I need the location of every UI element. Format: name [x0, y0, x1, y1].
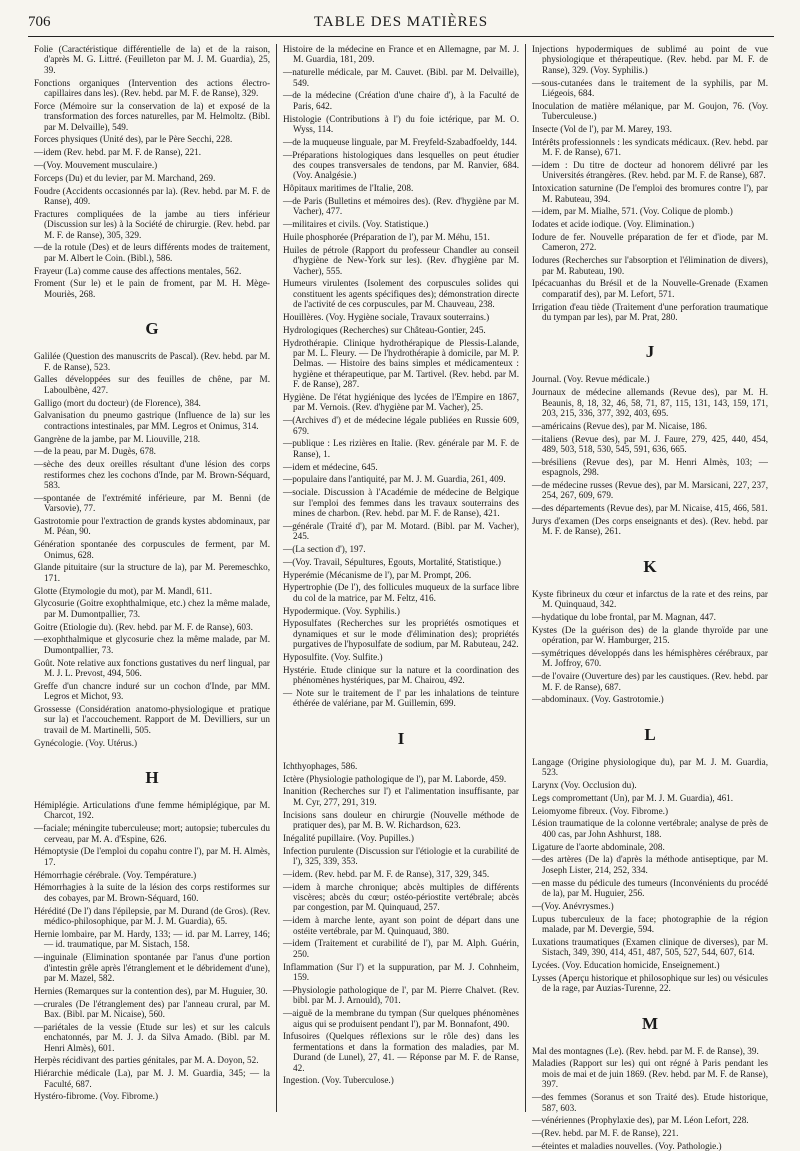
section-letter: L [644, 724, 656, 744]
index-entry: Hiérarchie médicale (La), par M. J. M. Guardia, 345; — la Faculté, 687. [34, 1068, 270, 1089]
index-entry: Génération spontanée des corpuscules de ferment, par M. Onimus, 628. [34, 539, 270, 560]
section-letter: I [397, 728, 405, 748]
index-entry: Insecte (Vol de l'), par M. Marey, 193. [532, 124, 672, 135]
index-entry: —hydatique du lobe frontal, par M. Magnan, 447. [532, 612, 716, 623]
index-entry: —sociale. Discussion à l'Académie de médecine de Belgique sur l'emploi des femmes dans les travaux souterrains des mines de charbon. (Rev. hebd. par M. F. de Ranse), 421. [283, 487, 519, 519]
index-entry: Jurys d'examen (Des corps enseignants et des). (Rev. hebd. par M. F. de Ranse), 261. [532, 516, 768, 537]
index-entry: Goitre (Etiologie du). (Rev. hebd. par M. F. de Ranse), 603. [34, 621, 253, 632]
index-entry: —sèche des deux oreilles résultant d'une lésion des corps restiformes chez les cochons d'Inde, par M. Brown-Séquard, 583. [34, 459, 270, 491]
index-entry: —de la muqueuse linguale, par M. Freyfeld-Szabadfoeldy, 144. [283, 136, 517, 147]
index-entry: Hernie lombaire, par M. Hardy, 133; — id. par M. Larrey, 146; — id. traumatique, par M. Sistach, 158. [34, 928, 270, 950]
index-entry: Hypodermique. (Voy. Syphilis.) [283, 605, 400, 616]
index-entry: —publique : Les rizières en Italie. (Rev. générale par M. F. de Ranse), 1. [283, 438, 519, 459]
index-entry: Hémoptysie (De l'emploi du copahu contre l'), par M. H. Almès, 17. [34, 846, 271, 867]
page-number: 706 [28, 14, 51, 30]
index-entry: Hyposulfates (Recherches sur les propriétés osmotiques et dynamiques et sur le mode d'élimination des); propriétés purgatives de l'hyposulfate de sodium, par M. Rabuteau, 242. [283, 618, 519, 650]
index-entry: Injections hypodermiques de sublimé au point de vue physiologique et thérapeutique. (Rev. hebd. par M. F. de Ranse), 329. (Voy. Syphilis.) [532, 44, 768, 75]
index-entry: Lupus tuberculeux de la face; photographie de la région malade, par M. Devergie, 594. [532, 913, 768, 935]
index-entry: —éteintes et maladies nouvelles. (Voy. Pathologie.) [532, 1140, 722, 1151]
index-columns [28, 44, 774, 1151]
index-entry: Maladies (Rapport sur les) qui ont régné à Paris pendant les mois de mai et de juin 1869. (Rev. hebd. par M. F. de Ranse), 397. [532, 1058, 768, 1090]
index-entry: Galles développées sur des feuilles de chêne, par M. Laboulbène, 427. [34, 374, 270, 395]
index-entry: —de l'ovaire (Ouverture des) par les caustiques. (Rev. hebd. par M. F. de Ranse), 687. [532, 671, 768, 692]
index-entry: Greffe d'un chancre induré sur un cochon d'Inde, par MM. Legros et Michot, 93. [34, 680, 270, 702]
index-entry: —faciale; méningite tuberculeuse; mort; autopsie; tubercules du cerveau, par M. A. d'Espine, 626. [34, 823, 270, 844]
index-entry: Inflammation (Sur l') et la suppuration, par M. J. Cohnheim, 159. [283, 961, 519, 983]
section-letter: H [145, 768, 159, 788]
index-entry: Huile phosphorée (Préparation de l'), par M. Méhu, 151. [283, 232, 490, 243]
index-entry: —de la peau, par M. Dugès, 678. [34, 446, 156, 457]
header-rule [28, 36, 774, 37]
index-entry: Ichthyophages, 586. [283, 760, 358, 771]
index-entry: Kystes (De la guérison des) de la glande thyroïde par une opération, par W. Hamburger, 215. [532, 624, 768, 646]
index-entry: Hystéro-fibrome. (Voy. Fibrome.) [34, 1091, 159, 1102]
index-entry: —de la médecine (Création d'une chaire d'), à la Faculté de Paris, 642. [283, 90, 519, 111]
index-entry: Ligature de l'aorte abdominale, 208. [532, 841, 665, 852]
page-title: TABLE DES MATIÈRES [313, 14, 489, 30]
index-entry: —idem, par M. Mialhe, 571. (Voy. Colique de plomb.) [532, 206, 733, 217]
index-entry: Gastrotomie pour l'extraction de grands kystes abdominaux, par M. Péan, 90. [34, 516, 270, 537]
index-entry: Larynx (Voy. Occlusion du). [532, 780, 637, 791]
index-entry: —italiens (Revue des), par M. J. Faure, 279, 425, 440, 454, 489, 503, 518, 530, 545, 591, 636, 665. [532, 433, 768, 455]
section-letter: G [145, 319, 159, 339]
index-entry: Herpès récidivant des parties génitales, par M. A. Doyon, 52. [34, 1055, 259, 1066]
index-entry: Foudre (Accidents occasionnés par la). (Rev. hebd. par M. F. de Ranse), 409. [34, 185, 270, 207]
index-entry: —spontanée de l'extrémité inférieure, par M. Benni (de Varsovie), 77. [34, 492, 270, 514]
index-entry: Intoxication saturnine (De l'emploi des bromures contre l'), par M. Rabuteau, 394. [532, 183, 768, 204]
index-entry: Irrigation d'eau tiède (Traitement d'une perforation traumatique du tympan par les), par M. Prat, 280. [532, 301, 768, 323]
index-entry: —symétriques développés dans les hémisphères cérébraux, par M. Joffroy, 670. [532, 648, 768, 669]
index-entry: —pariétales de la vessie (Etude sur les) et sur les calculs enchatonnés, par M. J. J. da Silva Amado. (Bibl. par M. Henri Almès), 601. [34, 1021, 270, 1053]
index-entry: Glycosurie (Goitre exophthalmique, etc.) chez la même malade, par M. Dumontpallier, 73. [34, 598, 270, 619]
index-entry: Huiles de pétrole (Rapport du professeur Chandler au conseil d'hygiène de New-York sur les). (Rev. d'hygiène par M. Vacher), 555. [283, 244, 519, 276]
index-entry: Journaux de médecine allemands (Revue des), par M. H. Beaunis, 8, 18, 32, 46, 58, 71, 87, 115, 131, 143, 159, 171, 203, 215, 336, 377, 392, 403, 695. [532, 387, 768, 419]
index-entry: Infection purulente (Discussion sur l'étiologie et la curabilité de l'), 325, 339, 353. [283, 845, 519, 867]
index-entry: —(Archives d') et de médecine légale publiées en Russie 609, 679. [283, 415, 519, 436]
index-entry: Forces physiques (Unité des), par le Père Secchi, 228. [34, 134, 233, 145]
index-entry: —brésiliens (Revue des), par M. Henri Almès, 103; — espagnols, 298. [532, 456, 768, 478]
index-entry: Hémorrhagie cérébrale. (Voy. Température.) [34, 869, 197, 880]
index-entry: —idem. (Rev. hebd. par M. F. de Ranse), 317, 329, 345. [283, 868, 490, 879]
index-entry: Ictère (Physiologie pathologique de l'), par M. Laborde, 459. [283, 773, 507, 784]
index-entry: Luxations traumatiques (Examen clinique de diverses), par M. Sistach, 349, 390, 414, 451, 487, 505, 527, 544, 607, 614. [532, 936, 768, 958]
index-entry: Histoire de la médecine en France et en Allemagne, par M. J. M. Guardia, 181, 209. [283, 44, 519, 65]
index-entry: —idem à marche lente, ayant son point de départ dans une ostéite vertébrale, par M. Quinquaud, 380. [283, 915, 519, 936]
index-entry: —Préparations histologiques dans lesquelles on peut étudier des coupes transversales de tendons, par M. Ranvier, 684. (Voy. Analgésie.) [283, 149, 519, 181]
index-entry: Galligo (mort du docteur) (de Florence), 384. [34, 397, 201, 408]
index-entry: Hyperémie (Mécanisme de l'), par M. Prompt, 206. [283, 569, 472, 580]
index-entry: Fractures compliquées de la jambe au tiers inférieur (Discussion sur les) à la Société de chirurgie. (Rev. hebd. par M. F. de Ranse), 305, 329. [34, 208, 270, 240]
index-entry: Mal des montagnes (Le). (Rev. hebd. par M. F. de Ranse), 39. [532, 1045, 759, 1056]
index-entry: —Physiologie pathologique de l', par M. Pierre Chalvet. (Rev. bibl. par M. J. Arnould), 701. [283, 984, 519, 1006]
index-entry: —générale (Traité d'), par M. Motard. (Bibl. par M. Vacher), 245. [283, 520, 519, 542]
index-entry: —aiguë de la membrane du tympan (Sur quelques phénomènes aigus qui se produisent pendant l'), par M. Bonnafont, 490. [283, 1008, 519, 1029]
index-entry: Humeurs virulentes (Isolement des corpuscules solides qui constituent les agents spécifiques des); démonstration directe de l'activité de ces corpuscules, par M. Chauveau, 238. [283, 278, 519, 310]
index-entry: —abdominaux. (Voy. Gastrotomie.) [532, 694, 664, 705]
index-entry: —(Voy. Anévrysmes.) [532, 900, 614, 911]
index-entry: Force (Mémoire sur la conservation de la) et exposé de la transformation des forces naturelles, par M. Helmoltz. (Bibl. par M. Delvaille), 549. [34, 100, 270, 132]
index-entry: Fonctions organiques (Intervention des actions électro-capillaires dans les). (Rev. hebd. par M. F. de Ranse), 329. [34, 77, 270, 99]
index-entry: Glotte (Etymologie du mot), par M. Mandl, 611. [34, 585, 213, 596]
index-entry: —de Paris (Bulletins et mémoires des). (Rev. d'hygiène par M. Vacher), 477. [283, 196, 519, 217]
index-entry: Hyposulfite. (Voy. Sulfite.) [283, 652, 383, 663]
index-entry: —(Voy. Travail, Sépultures, Egouts, Mortalité, Statistique.) [283, 556, 501, 567]
index-entry: Lésion traumatique de la colonne vertébrale; analyse de près de 400 cas, par John Ashhurst, 188. [532, 818, 768, 839]
index-entry: Histologie (Contributions à l') du foie ictérique, par M. O. Wyss, 114. [283, 113, 519, 135]
index-entry: —inguinale (Elimination spontanée par l'anus d'une portion d'intestin grêle après l'étranglement et le débridement d'une), par M. Mazel, 582. [34, 952, 270, 983]
index-entry: Ingestion. (Voy. Tuberculose.) [283, 1075, 394, 1086]
index-entry: Iodure de fer. Nouvelle préparation de fer et d'iode, par M. Cameron, 272. [532, 232, 768, 253]
index-entry: Gangrène de la jambe, par M. Liouville, 218. [34, 433, 201, 444]
section-letter: M [641, 1013, 659, 1033]
index-entry: Hygiène. De l'état hygiénique des lycées de l'Empire en 1867, par M. Vernois. (Rev. d'hygiène par M. Vacher), 25. [283, 392, 519, 413]
index-entry: —américains (Revue des), par M. Nicaise, 186. [532, 420, 708, 431]
index-entry: —des artères (De la) d'après la méthode antiseptique, par M. Joseph Lister, 214, 252, 334. [532, 854, 768, 875]
index-entry: —crurales (De l'étranglement des) par l'anneau crural, par M. Bax. (Bibl. par M. Nicaise), 560. [34, 998, 270, 1019]
index-entry: Houillères. (Voy. Hygiène sociale, Travaux souterrains.) [283, 312, 490, 323]
index-entry: Intérêts professionnels : les syndicats médicaux. (Rev. hebd. par M. F. de Ranse), 671. [532, 136, 768, 158]
index-entry: Leiomyome fibreux. (Voy. Fibrome.) [532, 805, 668, 816]
index-entry: —populaire dans l'antiquité, par M. J. M. Guardia, 261, 409. [283, 474, 506, 485]
index-entry: —(Rev. hebd. par M. F. de Ranse), 221. [532, 1128, 679, 1139]
index-entry: —des départements (Revue des), par M. Nicaise, 415, 466, 581. [532, 503, 768, 514]
index-entry: — Note sur le traitement de l' par les inhalations de teinture éthérée de valériane, par M. Guillemin, 699. [283, 688, 519, 709]
index-entry: Hernies (Remarques sur la contention des), par M. Huguier, 30. [34, 985, 268, 996]
index-entry: —idem : Du titre de docteur ad honorem délivré par les Universités étrangères. (Rev. hebd. par M. F. de Ranse), 687. [532, 160, 768, 181]
index-entry: Grossesse (Considération anatomo-physiologique et pratique sur la) et l'accouchement. Rapport de M. Devilliers, sur un travail de M. Martinelli, 505. [34, 704, 270, 735]
index-entry: —sous-cutanées dans le traitement de la syphilis, par M. Liégeois, 684. [532, 77, 768, 99]
index-entry: —(La section d'), 197. [283, 544, 366, 555]
index-entry: Froment (Sur le) et le pain de froment, par M. H. Mège-Mouriès, 268. [34, 278, 270, 299]
index-entry: —de médecine russes (Revue des), par M. Marsicani, 227, 237, 254, 267, 609, 679. [532, 480, 768, 501]
index-entry: Hémorrhagies à la suite de la lésion des corps restiformes sur des cobayes, par M. Brown-Séquard, 160. [34, 882, 270, 903]
index-entry: Lycées. (Voy. Education homicide, Enseignement.) [532, 960, 720, 971]
index-entry: Hydrologiques (Recherches) sur Château-Gontier, 245. [283, 324, 486, 335]
index-entry: —idem (Traitement et curabilité de l'), par M. Alph. Guérin, 250. [283, 938, 519, 959]
index-entry: Forceps (Du) et du levier, par M. Marchand, 269. [34, 172, 216, 183]
index-entry: Galilée (Question des manuscrits de Pascal). (Rev. hebd. par M. F. de Ranse), 523. [34, 351, 270, 372]
index-entry: Kyste fibrineux du cœur et infarctus de la rate et des reins, par M. Quinquaud, 342. [532, 588, 768, 610]
index-entry: —naturelle médicale, par M. Cauvet. (Bibl. par M. Delvaille), 549. [283, 67, 519, 88]
index-entry: Infusoires (Quelques réflexions sur le rôle des) dans les fermentations et dans la formation des maladies, par M. Durand (de Lunel), 27, 41. — Réponse par M. F. de Ranse, 42. [283, 1031, 519, 1073]
index-entry: Goût. Note relative aux fonctions gustatives du nerf lingual, par M. J. L. Prevost, 494, 506. [34, 657, 270, 679]
index-entry: Glande pituitaire (sur la structure de la), par M. Peremeschko, 171. [34, 562, 270, 583]
index-entry: Hérédité (De l') dans l'épilepsie, par M. Durand (de Gros). (Rev. médico-philosophique, par M. J. M. Guardia), 65. [34, 905, 270, 927]
index-entry: Inoculation de matière mélanique, par M. Goujon, 76. (Voy. Tuberculeuse.) [532, 100, 768, 122]
index-entry: Iodates et acide iodique. (Voy. Elimination.) [532, 219, 695, 230]
index-entry: Inégalité pupillaire. (Voy. Pupilles.) [283, 832, 414, 843]
index-entry: Iodures (Recherches sur l'absorption et l'élimination de divers), par M. Rabuteau, 190. [532, 255, 768, 276]
index-entry: Frayeur (La) comme cause des affections mentales, 562. [34, 265, 242, 276]
index-entry: Ipécacuanhas du Brésil et de la Nouvelle-Grenade (Examen comparatif des), par M. Lefort, 571. [532, 278, 768, 299]
index-entry: Folie (Caractéristique différentielle de la) et de la raison, d'après M. G. Littré. (Feuilleton par M. J. M. Guardia), 25, 39. [34, 44, 270, 75]
index-entry: —idem et médecine, 645. [283, 461, 378, 472]
index-column-2 [276, 44, 525, 1112]
index-entry: Hystérie. Etude clinique sur la nature et la coordination des phénomènes hystériques, par M. Chairou, 492. [283, 664, 519, 686]
index-entry: Inanition (Recherches sur l') et l'alimentation insuffisante, par M. Cyr, 277, 291, 319. [283, 786, 519, 807]
index-entry: —militaires et civils. (Voy. Statistique.) [283, 219, 429, 230]
index-entry: Journal. (Voy. Revue médicale.) [532, 374, 650, 385]
index-entry: Legs compromettant (Un), par M. J. M. Guardia), 461. [532, 792, 734, 803]
index-entry: Hôpitaux maritimes de l'Italie, 208. [283, 183, 414, 194]
index-entry: —de la rotule (Des) et de leurs différents modes de traitement, par M. Albert le Coin. (Bibl.), 586. [34, 242, 270, 263]
index-entry: Lysses (Aperçu historique et philosophique sur les) ou vésicules de la rage, par Auzias-Turenne, 22. [532, 972, 768, 994]
section-letter: K [643, 556, 657, 576]
index-entry: —exophthalmique et glycosurie chez la même malade, par M. Dumontpallier, 73. [34, 634, 270, 655]
index-entry: Galvanisation du pneumo gastrique (Influence de la) sur les contractions intestinales, par MM. Legros et Onimus, 314. [34, 410, 270, 431]
index-entry: —idem (Rev. hebd. par M. F. de Ranse), 221. [34, 147, 202, 158]
index-entry: Incisions sans douleur en chirurgie (Nouvelle méthode de pratiquer des), par M. B. W. Richardson, 623. [283, 809, 519, 831]
index-entry: Gynécologie. (Voy. Utérus.) [34, 737, 138, 748]
page-header [28, 14, 774, 36]
index-entry: Hydrothérapie. Clinique hydrothérapique de Plessis-Lalande, par M. L. Fleury. — De l'hydrothérapie à domicile, par M. P. Delmas. — Histoire des bains simples et médicamenteux : hygiène et thérapeutique, par M. Tartivel. (Rev. hebd. par M. F. de Ranse), 287. [283, 337, 519, 390]
index-entry: —idem à marche chronique; abcès multiples de différents viscères; abcès du cœur; ostéo-périostite vertébrale; abcès par congestion, par M. Quinquaud, 257. [283, 881, 519, 913]
index-entry: Hémiplégie. Articulations d'une femme hémiplégique, par M. Charcot, 192. [34, 800, 270, 821]
index-entry: Hypertrophie (De l'), des follicules muqueux de la surface libre du col de la matrice, par M. Feltz, 416. [283, 582, 519, 603]
index-entry: Langage (Origine physiologique du), par M. J. M. Guardia, 523. [532, 756, 768, 778]
index-column-3 [525, 44, 774, 1151]
section-letter: J [645, 342, 655, 362]
index-entry: —des femmes (Soranus et son Traité des). Etude historique, 587, 603. [532, 1092, 768, 1113]
index-entry: —en masse du pédicule des tumeurs (Inconvénients du procédé de la), par M. Huguier, 256. [532, 877, 768, 899]
index-column-1 [28, 44, 276, 1112]
index-entry: —vénériennes (Prophylaxie des), par M. Léon Lefort, 228. [532, 1115, 749, 1126]
index-entry: —(Voy. Mouvement musculaire.) [34, 160, 158, 171]
